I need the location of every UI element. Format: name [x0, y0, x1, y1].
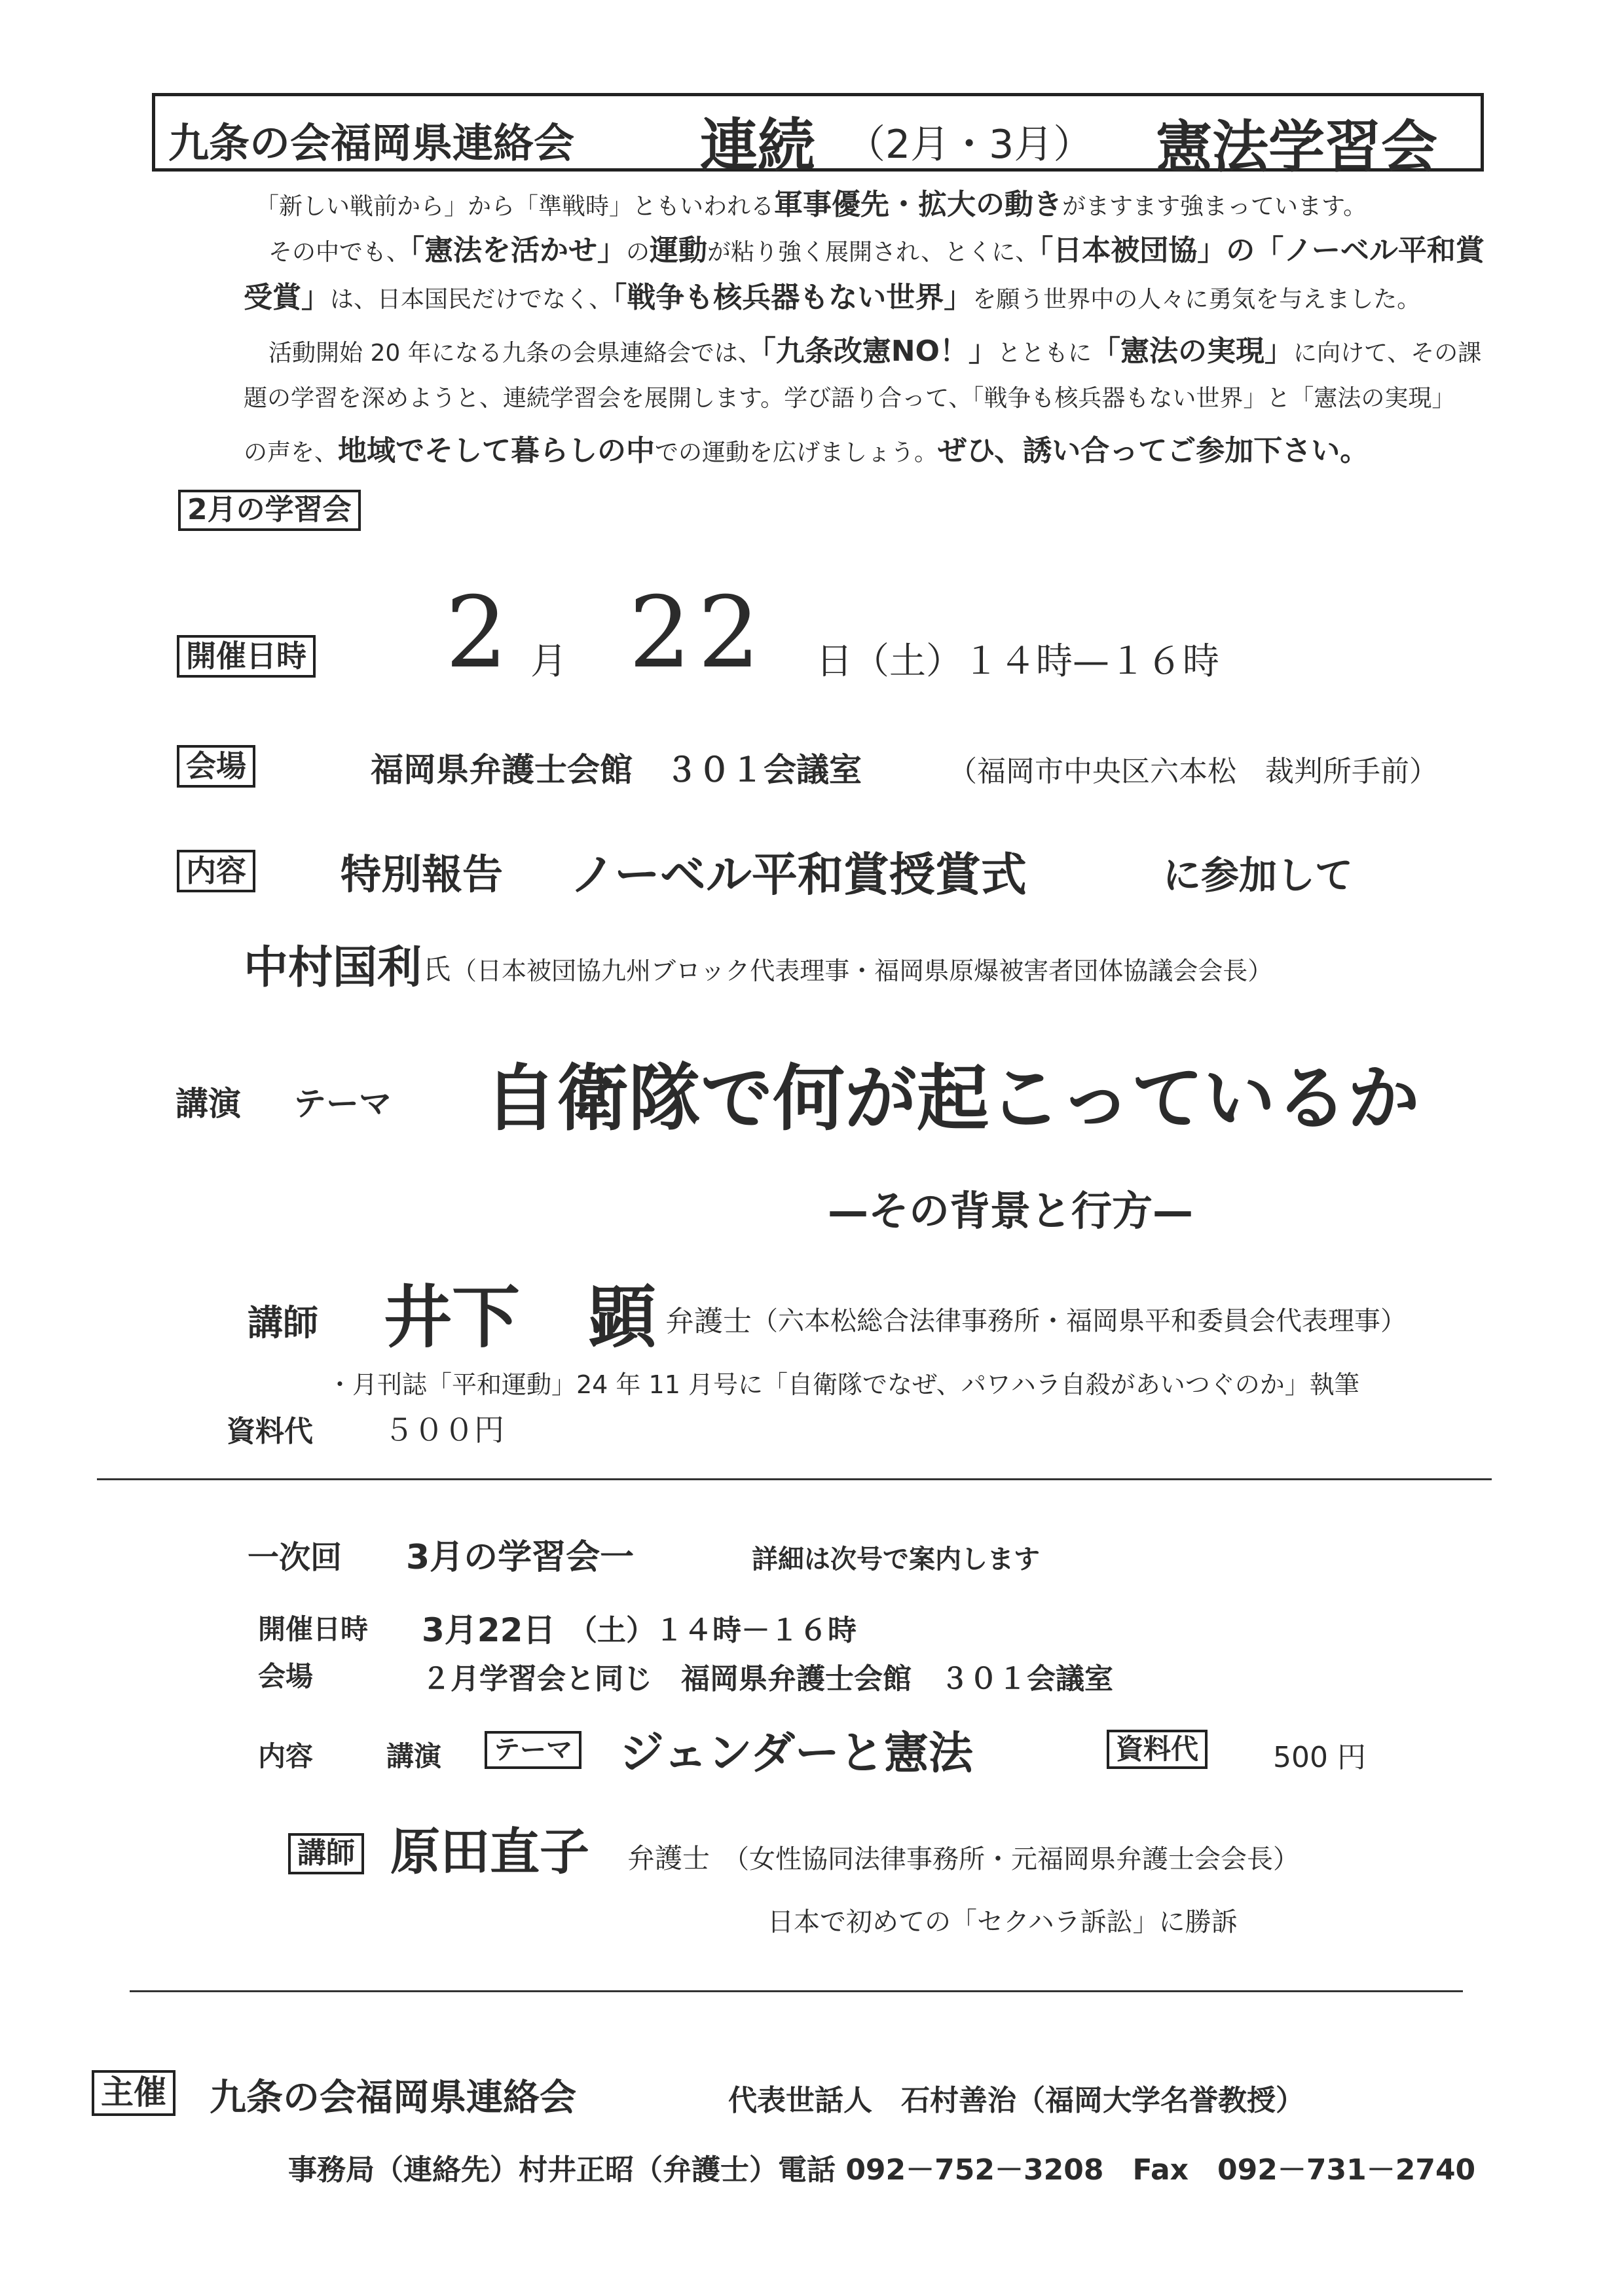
- intro-text: 題の学習を深めようと、連続学習会を展開します。学び語り合って、「戦争も核兵器もない世界」と「憲法の実現」: [244, 385, 1456, 412]
- intro-text: 「新しい戦前から」から「準戦時」ともいわれる: [255, 193, 775, 220]
- feb-fee-label: 資料代: [227, 1415, 313, 1448]
- host-label: 主催: [92, 2070, 175, 2116]
- mar-heading-note: 詳細は次号で案内します: [752, 1544, 1040, 1575]
- title-series: 連続: [700, 112, 816, 179]
- intro-emphasis: 「日本被団協」の「ノーベル平和賞: [1039, 234, 1485, 267]
- title-org: 九条の会福岡県連絡会: [168, 119, 575, 167]
- mar-venue-label: 会場: [258, 1660, 314, 1692]
- feb-theme: 自衛隊で何が起こっているか: [485, 1057, 1420, 1140]
- intro-emphasis: 「憲法を活かせ」: [410, 234, 627, 267]
- feb-lecturer-name: 井下 顕: [384, 1277, 657, 1357]
- feb-fee: ５００円: [384, 1412, 504, 1448]
- feb-report-label: 特別報告: [341, 850, 504, 898]
- intro-emphasis: 運動: [650, 234, 708, 267]
- feb-lecturer-title: 弁護士: [665, 1305, 752, 1338]
- feb-report-suffix: に参加して: [1163, 853, 1354, 898]
- feb-lecture-label: 講演: [175, 1085, 241, 1123]
- feb-day-rest: 日（土）１４時—１６時: [816, 640, 1219, 683]
- feb-content-label: 内容: [177, 850, 255, 892]
- title-box: [152, 93, 1484, 180]
- intro-text: の: [626, 239, 650, 266]
- intro-text: その中でも、: [268, 239, 411, 266]
- mar-heading: 3月の学習会一: [406, 1538, 635, 1577]
- feb-theme-label: テーマ: [293, 1085, 392, 1123]
- intro-emphasis: ぜひ、誘い合ってご参加下さい。: [938, 434, 1369, 467]
- divider-2: [130, 1990, 1463, 1992]
- title-event: 憲法学習会: [1156, 115, 1437, 180]
- feb-report-title: ノーベル平和賞授賞式: [570, 848, 1027, 902]
- intro-line-2: [268, 227, 1485, 268]
- mar-heading-prefix: 一次回: [248, 1539, 342, 1576]
- intro-text: での運動を広げましょう。: [655, 439, 938, 466]
- feb-lecturer-label: 講師: [248, 1302, 318, 1343]
- feb-reporter-honorific: 氏: [423, 953, 451, 985]
- intro-emphasis: 地域でそして暮らしの中: [338, 434, 655, 467]
- feb-reporter-description: （日本被団協九州ブロック代表理事・福岡県原爆被害者団体協議会会長）: [452, 957, 1273, 985]
- feb-lecturer-description: （六本松総合法律事務所・福岡県平和委員会代表理事）: [752, 1306, 1407, 1336]
- intro-text: を願う世界中の人々に勇気を与えました。: [972, 286, 1421, 313]
- mar-theme-label: テーマ: [485, 1731, 581, 1769]
- intro-emphasis: 受賞」: [244, 281, 330, 314]
- intro-text: に向けて、その課: [1293, 340, 1482, 367]
- feb-subtheme: —その背景と行方—: [828, 1187, 1194, 1235]
- office-contact: 事務局（連絡先）村井正昭（弁護士）電話 092－752－3208 Fax 092－731－2740: [288, 2153, 1476, 2187]
- intro-emphasis: 軍事優先・拡大の動き: [774, 188, 1063, 221]
- feb-venue-address: （福岡市中央区六本松 裁判所手前）: [948, 755, 1438, 788]
- intro-emphasis: 「九条改憲NO！」: [761, 335, 997, 368]
- mar-fee: 500 円: [1273, 1741, 1366, 1774]
- feb-day-num: 22: [629, 576, 767, 690]
- mar-lecturer-label: 講師: [288, 1833, 364, 1874]
- mar-fee-label: 資料代: [1107, 1730, 1208, 1769]
- feb-reporter-name: 中村国利: [244, 942, 422, 994]
- mar-lecturer-name: 原田直子: [390, 1823, 589, 1881]
- intro-line-3: [244, 274, 1420, 316]
- intro-line-5: [244, 380, 1455, 413]
- mar-date-label: 開催日時: [258, 1613, 369, 1645]
- intro-text: が粘り強く展開され、とくに、: [707, 239, 1039, 266]
- mar-date-time: （土）１４時－１６時: [568, 1614, 857, 1647]
- intro-line-6: [244, 427, 1369, 469]
- intro-text: とともに: [997, 340, 1092, 367]
- divider-1: [97, 1478, 1492, 1480]
- title-months: （2月・3月）: [846, 122, 1093, 168]
- feb-venue: 福岡県弁護士会館 ３０１会議室: [371, 751, 862, 789]
- mar-content-label: 内容: [258, 1740, 314, 1772]
- intro-line-1: [255, 181, 1367, 223]
- feb-month-unit: 月: [530, 640, 567, 683]
- mar-lecturer-title: 弁護士: [627, 1842, 710, 1874]
- host-name: 九条の会福岡県連絡会: [210, 2077, 576, 2119]
- feb-heading: 2月の学習会: [178, 490, 361, 531]
- intro-text: がますます強まっています。: [1062, 193, 1367, 220]
- mar-lecturer-description: （女性協同法律事務所・元福岡県弁護士会会長）: [723, 1844, 1299, 1874]
- feb-note: ・月刊誌「平和運動」24 年 11 月号に「自衛隊でなぜ、パワハラ自殺があいつぐのか」執筆: [327, 1370, 1359, 1399]
- intro-text: の声を、: [244, 439, 339, 466]
- feb-venue-label: 会場: [177, 745, 255, 788]
- mar-lecture-label: 講演: [386, 1740, 442, 1772]
- feb-date-label: 開催日時: [177, 635, 316, 678]
- mar-venue: ２月学習会と同じ 福岡県弁護士会館 ３０１会議室: [422, 1662, 1113, 1696]
- feb-month-num: 2: [445, 576, 508, 690]
- mar-note: 日本で初めての「セクハラ訴訟」に勝訴: [767, 1907, 1238, 1937]
- intro-text: は、日本国民だけでなく、: [330, 286, 613, 313]
- intro-emphasis: 「憲法の実現」: [1091, 335, 1293, 368]
- intro-line-4: [268, 327, 1481, 369]
- mar-theme: ジェンダーと憲法: [619, 1728, 973, 1779]
- intro-emphasis: 「戦争も核兵器もない世界」: [612, 281, 973, 314]
- mar-date: 3月22日: [422, 1611, 556, 1649]
- representative: 代表世話人 石村善治（福岡大学名誉教授）: [728, 2084, 1304, 2117]
- intro-text: 活動開始 20 年になる九条の会県連絡会では、: [268, 340, 762, 367]
